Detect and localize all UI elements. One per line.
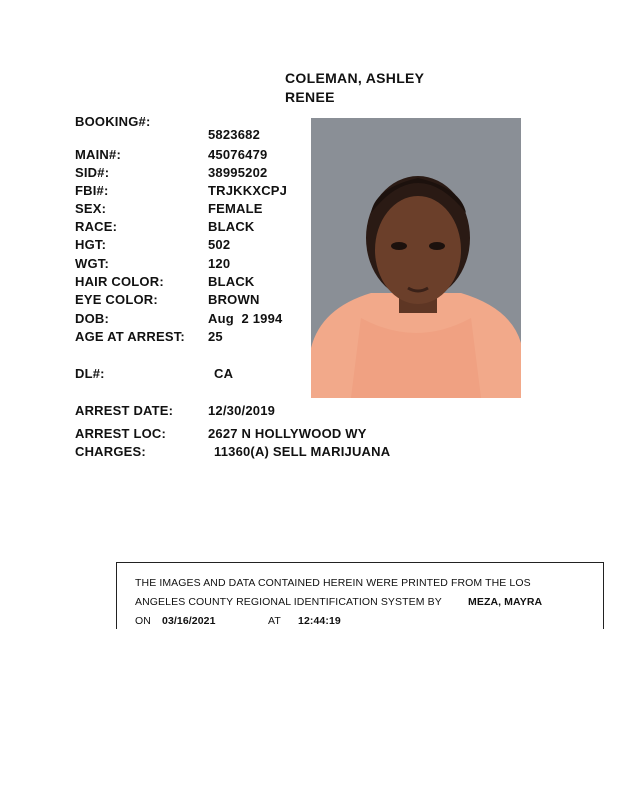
sex-label: SEX: <box>75 201 107 216</box>
age-at-arrest-label: AGE AT ARREST: <box>75 329 185 344</box>
printed-by-name: MEZA, MAYRA <box>468 596 543 608</box>
height-value: 502 <box>208 237 231 252</box>
notice-at-label: AT <box>268 615 281 627</box>
sid-label: SID#: <box>75 165 110 180</box>
notice-on-label: ON <box>135 615 151 627</box>
weight-value: 120 <box>208 256 231 271</box>
dl-value: CA <box>214 366 234 381</box>
hair-color-label: HAIR COLOR: <box>75 274 164 289</box>
dob-label: DOB: <box>75 311 110 326</box>
height-label: HGT: <box>75 237 107 252</box>
arrest-date-value: 12/30/2019 <box>208 403 276 418</box>
dl-label: DL#: <box>75 366 105 381</box>
dob-value: Aug 2 1994 <box>208 311 283 326</box>
fbi-label: FBI#: <box>75 183 109 198</box>
eye-color-value: BROWN <box>208 292 260 307</box>
hair-color-value: BLACK <box>208 274 255 289</box>
booking-photo <box>311 118 521 398</box>
notice-line1: THE IMAGES AND DATA CONTAINED HEREIN WERE PRINTED FROM THE LOS <box>135 577 531 589</box>
main-value: 45076479 <box>208 147 268 162</box>
notice-line2: ANGELES COUNTY REGIONAL IDENTIFICATION SYSTEM BY <box>135 596 442 608</box>
subject-name-line2: RENEE <box>285 89 335 105</box>
eye-color-label: EYE COLOR: <box>75 292 158 307</box>
race-label: RACE: <box>75 219 118 234</box>
weight-label: WGT: <box>75 256 110 271</box>
main-label: MAIN#: <box>75 147 121 162</box>
arrest-date-label: ARREST DATE: <box>75 403 174 418</box>
subject-name-line1: COLEMAN, ASHLEY <box>285 70 425 86</box>
arrest-location-value: 2627 N HOLLYWOOD WY <box>208 426 367 441</box>
race-value: BLACK <box>208 219 255 234</box>
booking-value: 5823682 <box>208 127 261 142</box>
portrait-image <box>311 118 521 398</box>
charges-value: 11360(A) SELL MARIJUANA <box>214 444 391 459</box>
print-notice-box <box>116 562 604 629</box>
print-time: 12:44:19 <box>298 615 341 627</box>
sid-value: 38995202 <box>208 165 268 180</box>
print-date: 03/16/2021 <box>162 615 216 627</box>
charges-label: CHARGES: <box>75 444 146 459</box>
age-at-arrest-value: 25 <box>208 329 223 344</box>
sex-value: FEMALE <box>208 201 263 216</box>
fbi-value: TRJKKXCPJ <box>208 183 288 198</box>
arrest-location-label: ARREST LOC: <box>75 426 167 441</box>
booking-label: BOOKING#: <box>75 114 151 129</box>
